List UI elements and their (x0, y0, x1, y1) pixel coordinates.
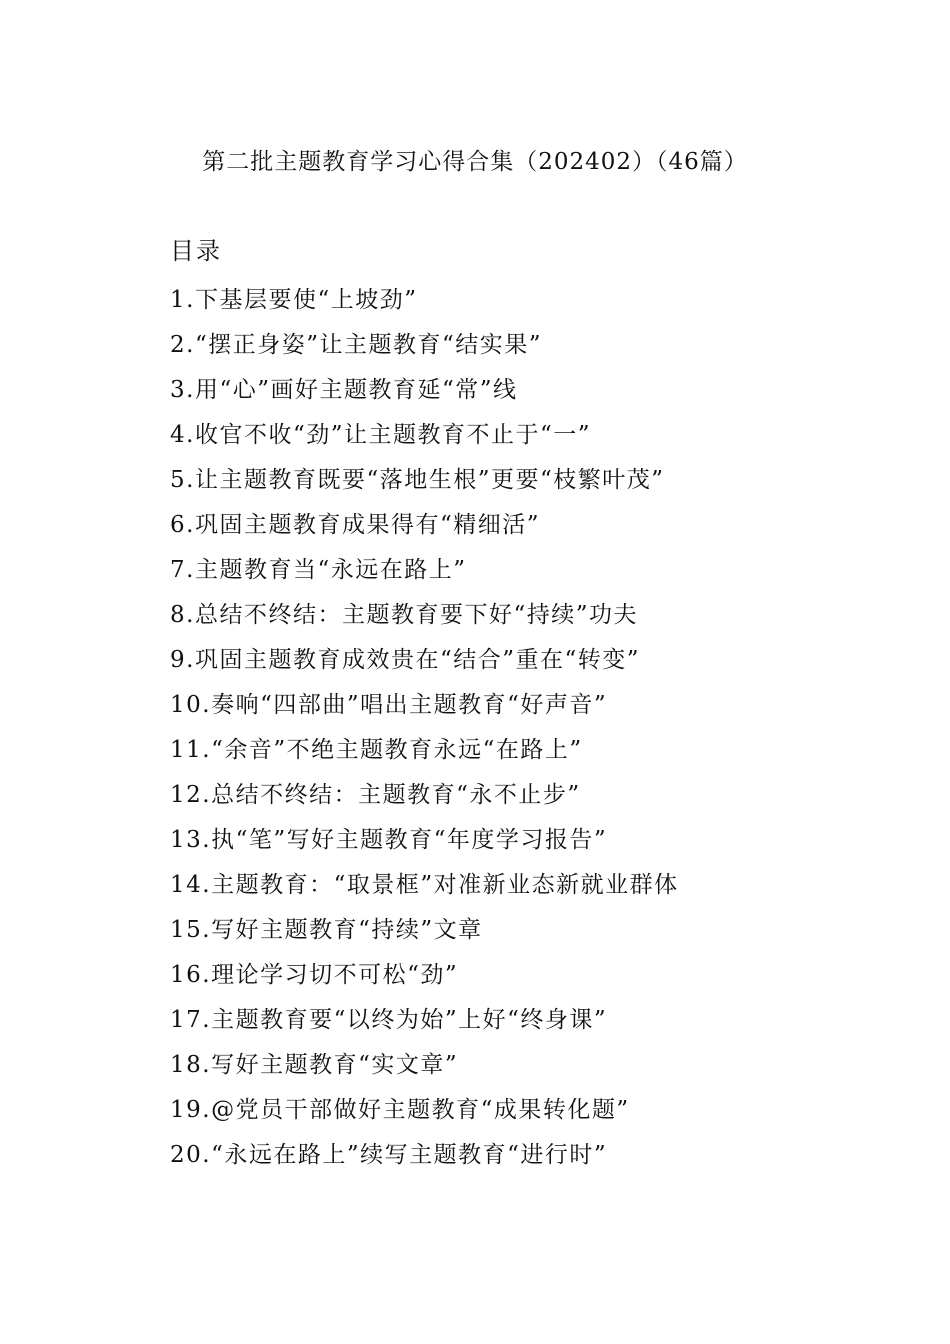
toc-item: 1.下基层要使“上坡劲” (170, 287, 418, 313)
toc-item: 14.主题教育：“取景框”对准新业态新就业群体 (170, 872, 679, 898)
toc-item: 16.理论学习切不可松“劲” (170, 962, 459, 988)
toc-item: 5.让主题教育既要“落地生根”更要“枝繁叶茂” (170, 467, 665, 493)
toc-item: 4.收官不收“劲”让主题教育不止于“一” (170, 422, 591, 448)
toc-list (170, 278, 890, 1178)
toc-item: 20.“永远在路上”续写主题教育“进行时” (170, 1142, 608, 1168)
toc-item: 17.主题教育要“以终为始”上好“终身课” (170, 1007, 608, 1033)
toc-item: 3.用“心”画好主题教育延“常”线 (170, 377, 518, 403)
toc-item: 15.写好主题教育“持续”文章 (170, 917, 483, 943)
toc-item: 12.总结不终结：主题教育“永不止步” (170, 782, 581, 808)
table-of-contents (170, 233, 890, 1178)
document-title: 第二批主题教育学习心得合集（202402）（46篇） (202, 149, 748, 175)
toc-item: 9.巩固主题教育成效贵在“结合”重在“转变” (170, 647, 640, 673)
toc-heading: 目录 (170, 237, 222, 265)
toc-item: 18.写好主题教育“实文章” (170, 1052, 459, 1078)
toc-item: 19.@党员干部做好主题教育“成果转化题” (170, 1097, 630, 1123)
toc-item: 8.总结不终结：主题教育要下好“持续”功夫 (170, 602, 638, 628)
toc-item: 11.“余音”不绝主题教育永远“在路上” (170, 737, 583, 763)
toc-item: 6.巩固主题教育成果得有“精细活” (170, 512, 540, 538)
toc-item: 7.主题教育当“永远在路上” (170, 557, 467, 583)
toc-item: 13.执“笔”写好主题教育“年度学习报告” (170, 827, 608, 853)
toc-item: 10.奏响“四部曲”唱出主题教育“好声音” (170, 692, 608, 718)
toc-item: 2.“摆正身姿”让主题教育“结实果” (170, 332, 542, 358)
